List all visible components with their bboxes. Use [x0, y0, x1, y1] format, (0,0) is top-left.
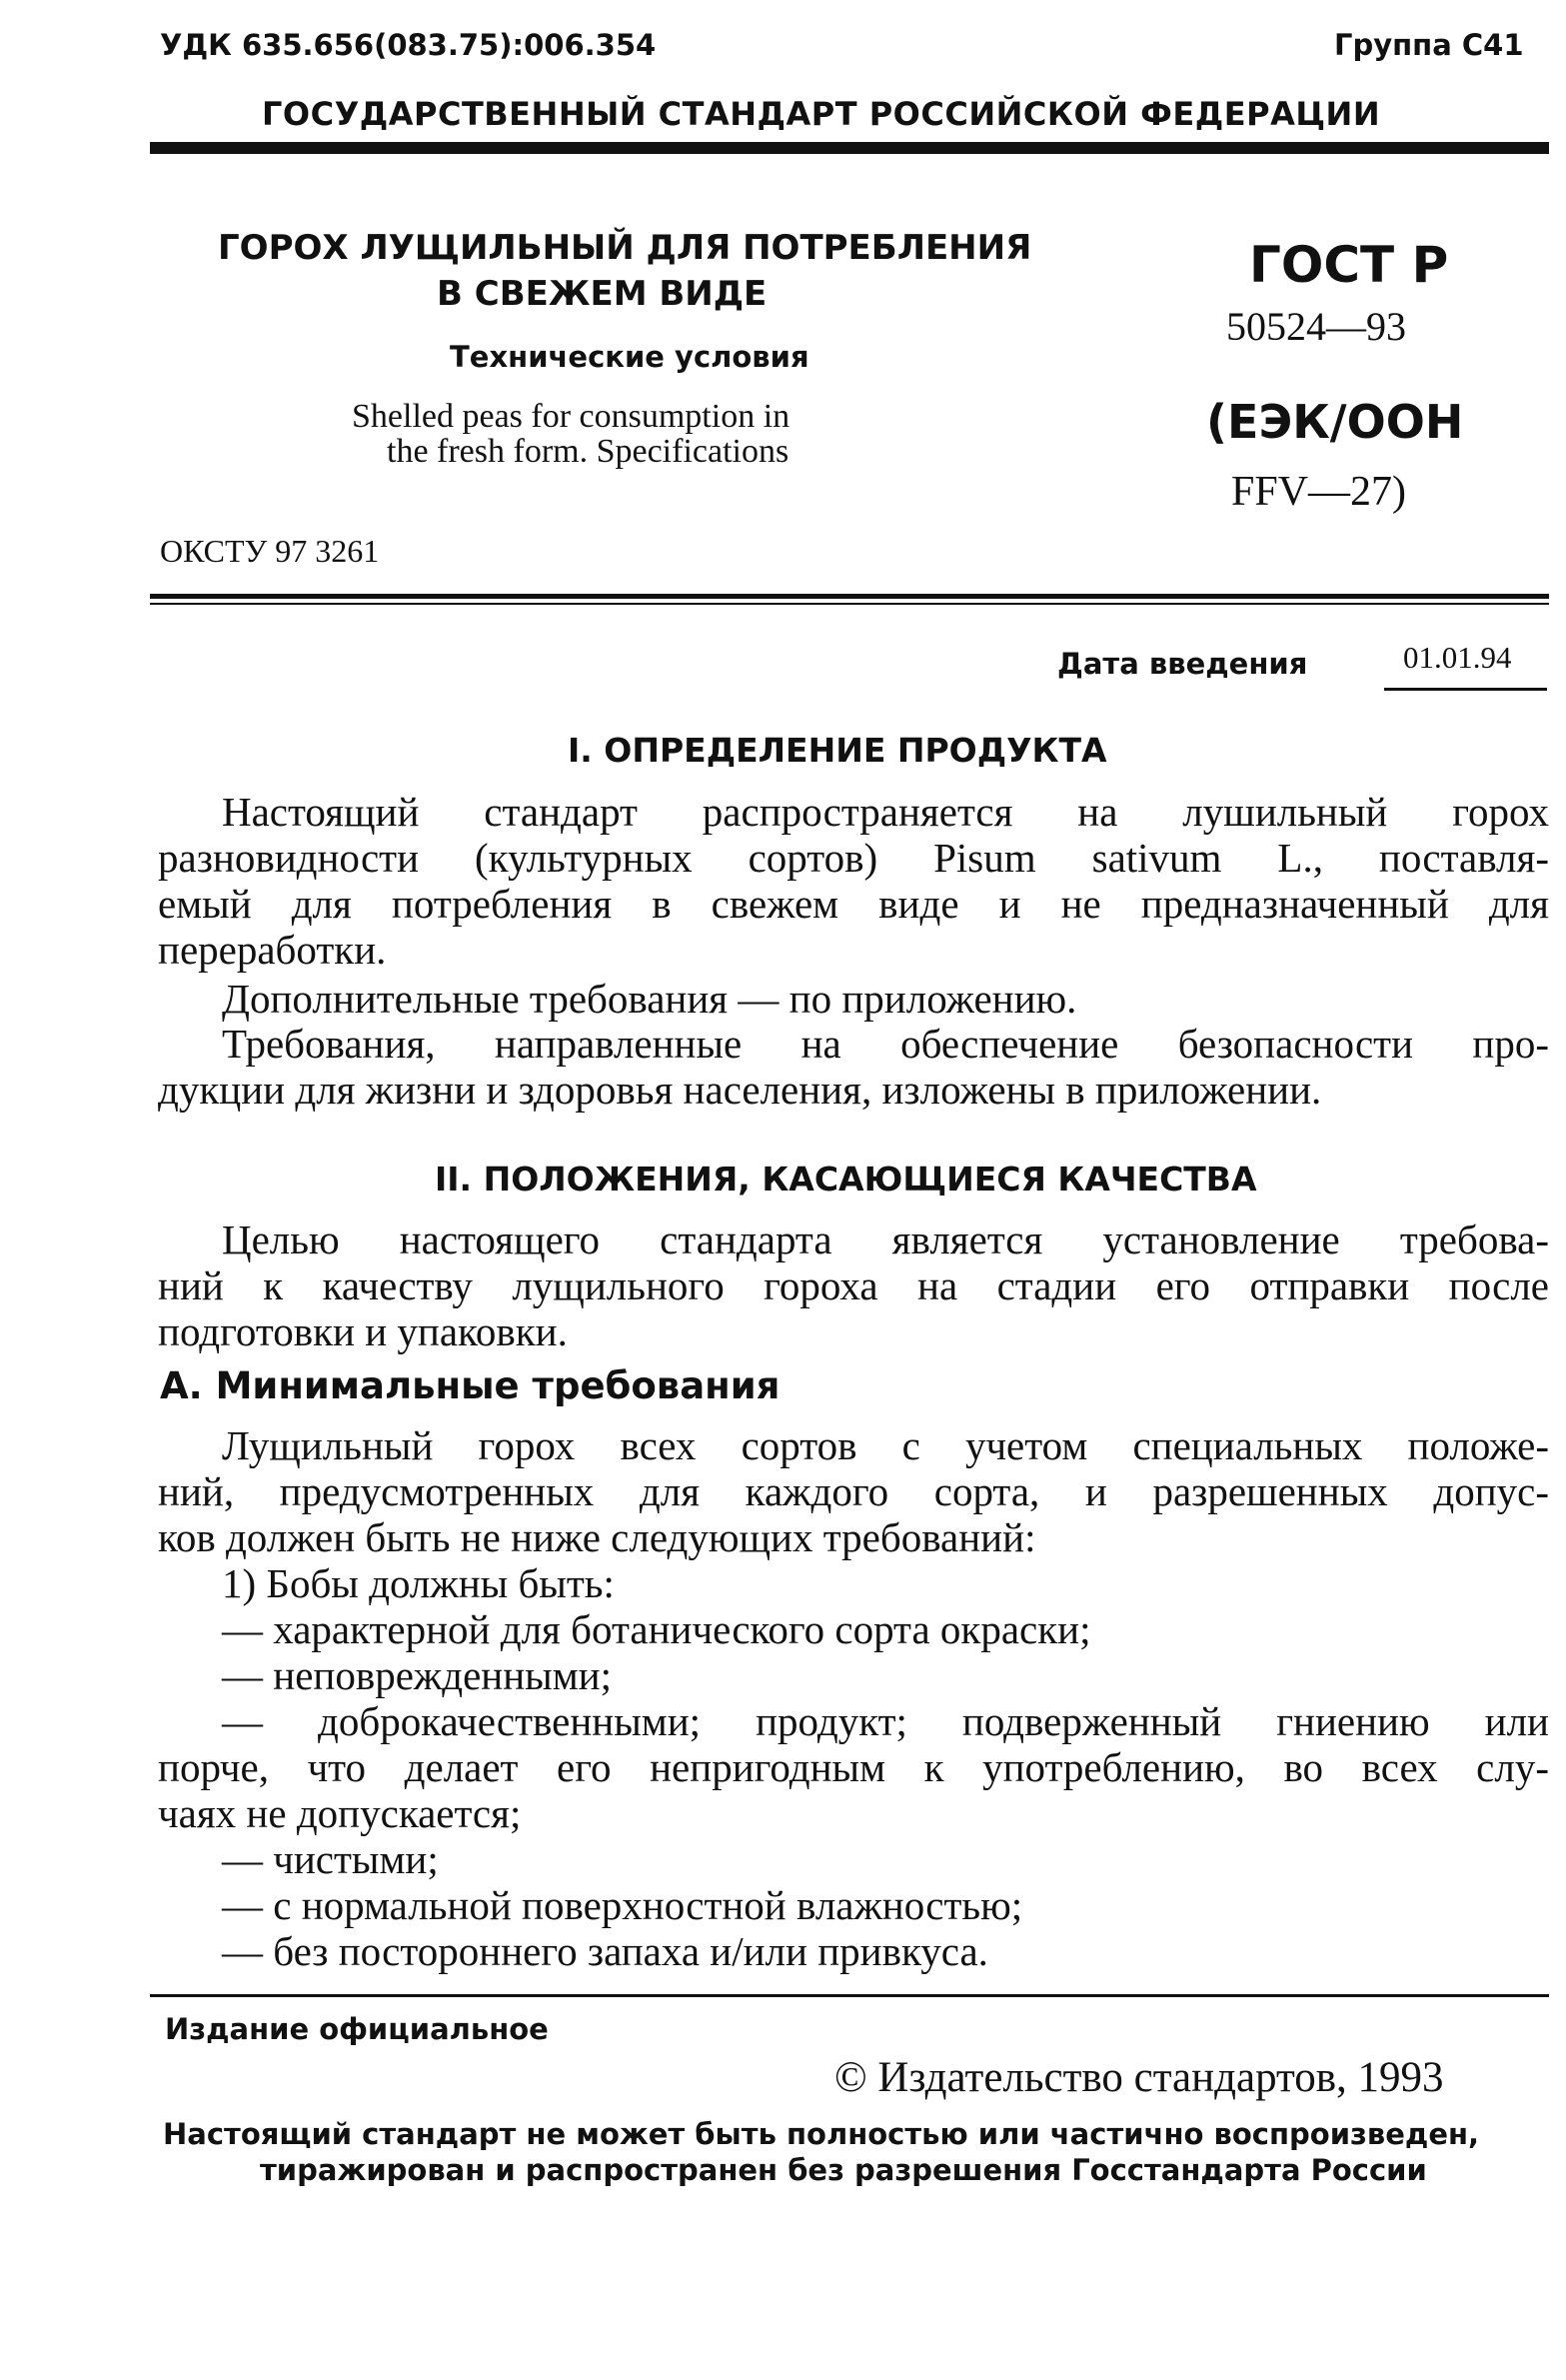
paragraph-line: подготовки и упаковки.: [158, 1308, 568, 1354]
list-item: 1) Бобы должны быть:: [222, 1560, 615, 1606]
paragraph-line: Целью настоящего стандарта является установление требова-: [222, 1216, 1549, 1262]
ece-designation-line-1: (ЕЭК/ООН: [1206, 395, 1464, 449]
english-title-line-1: Shelled peas for consumption in: [352, 398, 790, 435]
section-1-heading: I. ОПРЕДЕЛЕНИЕ ПРОДУКТА: [568, 731, 1107, 770]
gost-label: ГОСТ Р: [1249, 236, 1449, 294]
list-item: — доброкачественными; продукт; подверженный гниению или: [222, 1698, 1549, 1744]
state-standard-banner: ГОСУДАРСТВЕННЫЙ СТАНДАРТ РОССИЙСКОЙ ФЕДЕРАЦИИ: [262, 95, 1381, 133]
paragraph-line: ний к качеству лущильного гороха на стадии его отправки после: [158, 1262, 1549, 1308]
intro-date-underline: [1384, 688, 1547, 691]
english-title-line-2: the fresh form. Specifications: [387, 433, 789, 470]
copyright-line: © Издательство стандартов, 1993: [834, 2054, 1444, 2101]
list-item: — неповрежденными;: [222, 1652, 612, 1698]
paragraph-line: емый для потребления в свежем виде и не предназначенный для: [158, 881, 1549, 927]
udk-code: УДК 635.656(083.75):006.354: [160, 28, 657, 62]
paragraph-line: дукции для жизни и здоровья населения, изложены в приложении.: [158, 1067, 1322, 1113]
list-item: — характерной для ботанического сорта окраски;: [222, 1606, 1091, 1652]
section-2-heading: II. ПОЛОЖЕНИЯ, КАСАЮЩИЕСЯ КАЧЕСТВА: [435, 1160, 1257, 1198]
reproduction-notice-line-2: тиражирован и распространен без разрешения Госстандарта России: [260, 2153, 1427, 2187]
ece-designation-line-2: FFV—27): [1231, 469, 1407, 515]
paragraph-line: ний, предусмотренных для каждого сорта, и разрешенных допус-: [158, 1468, 1549, 1514]
reproduction-notice-line-1: Настоящий стандарт не может быть полностью или частично воспроизведен,: [163, 2117, 1480, 2151]
edition-label: Издание официальное: [165, 2012, 549, 2046]
list-item: порче, что делает его непригодным к употреблению, во всех слу-: [158, 1744, 1549, 1790]
list-item: — с нормальной поверхностной влажностью;: [222, 1882, 1023, 1928]
title-rule-thick: [150, 594, 1549, 599]
title-subtitle: Технические условия: [450, 340, 809, 374]
intro-date-value: 01.01.94: [1403, 640, 1512, 675]
paragraph-line: Лущильный горох всех сортов с учетом специальных положе-: [222, 1422, 1549, 1468]
subsection-a-heading: А. Минимальные требования: [160, 1364, 781, 1407]
okstu-code: ОКСТУ 97 3261: [160, 533, 380, 569]
intro-date-label: Дата введения: [1057, 647, 1308, 681]
list-item: — чистыми;: [222, 1836, 439, 1882]
gost-number: 50524—93: [1226, 304, 1406, 349]
title-line-1: ГОРОХ ЛУЩИЛЬНЫЙ ДЛЯ ПОТРЕБЛЕНИЯ: [218, 228, 1032, 268]
header-rule-thick: [150, 142, 1549, 154]
title-rule-thin: [150, 603, 1549, 605]
list-item: — без постороннего запаха и/или привкуса.: [222, 1928, 988, 1974]
paragraph-line: Дополнительные требования — по приложению.: [222, 976, 1077, 1022]
paragraph-line: ков должен быть не ниже следующих требований:: [158, 1514, 1036, 1560]
title-line-2: В СВЕЖЕМ ВИДЕ: [437, 274, 768, 314]
paragraph-line: разновидности (культурных сортов) Pisum sativum L., поставля-: [158, 835, 1549, 881]
paragraph-line: переработки.: [158, 927, 387, 973]
paragraph-line: Требования, направленные на обеспечение безопасности про-: [222, 1021, 1549, 1067]
footer-rule: [150, 1994, 1549, 1997]
paragraph-line: Настоящий стандарт распространяется на лушильный горох: [222, 789, 1549, 835]
group-code: Группа C41: [1334, 28, 1524, 62]
list-item: чаях не допускается;: [158, 1790, 522, 1836]
